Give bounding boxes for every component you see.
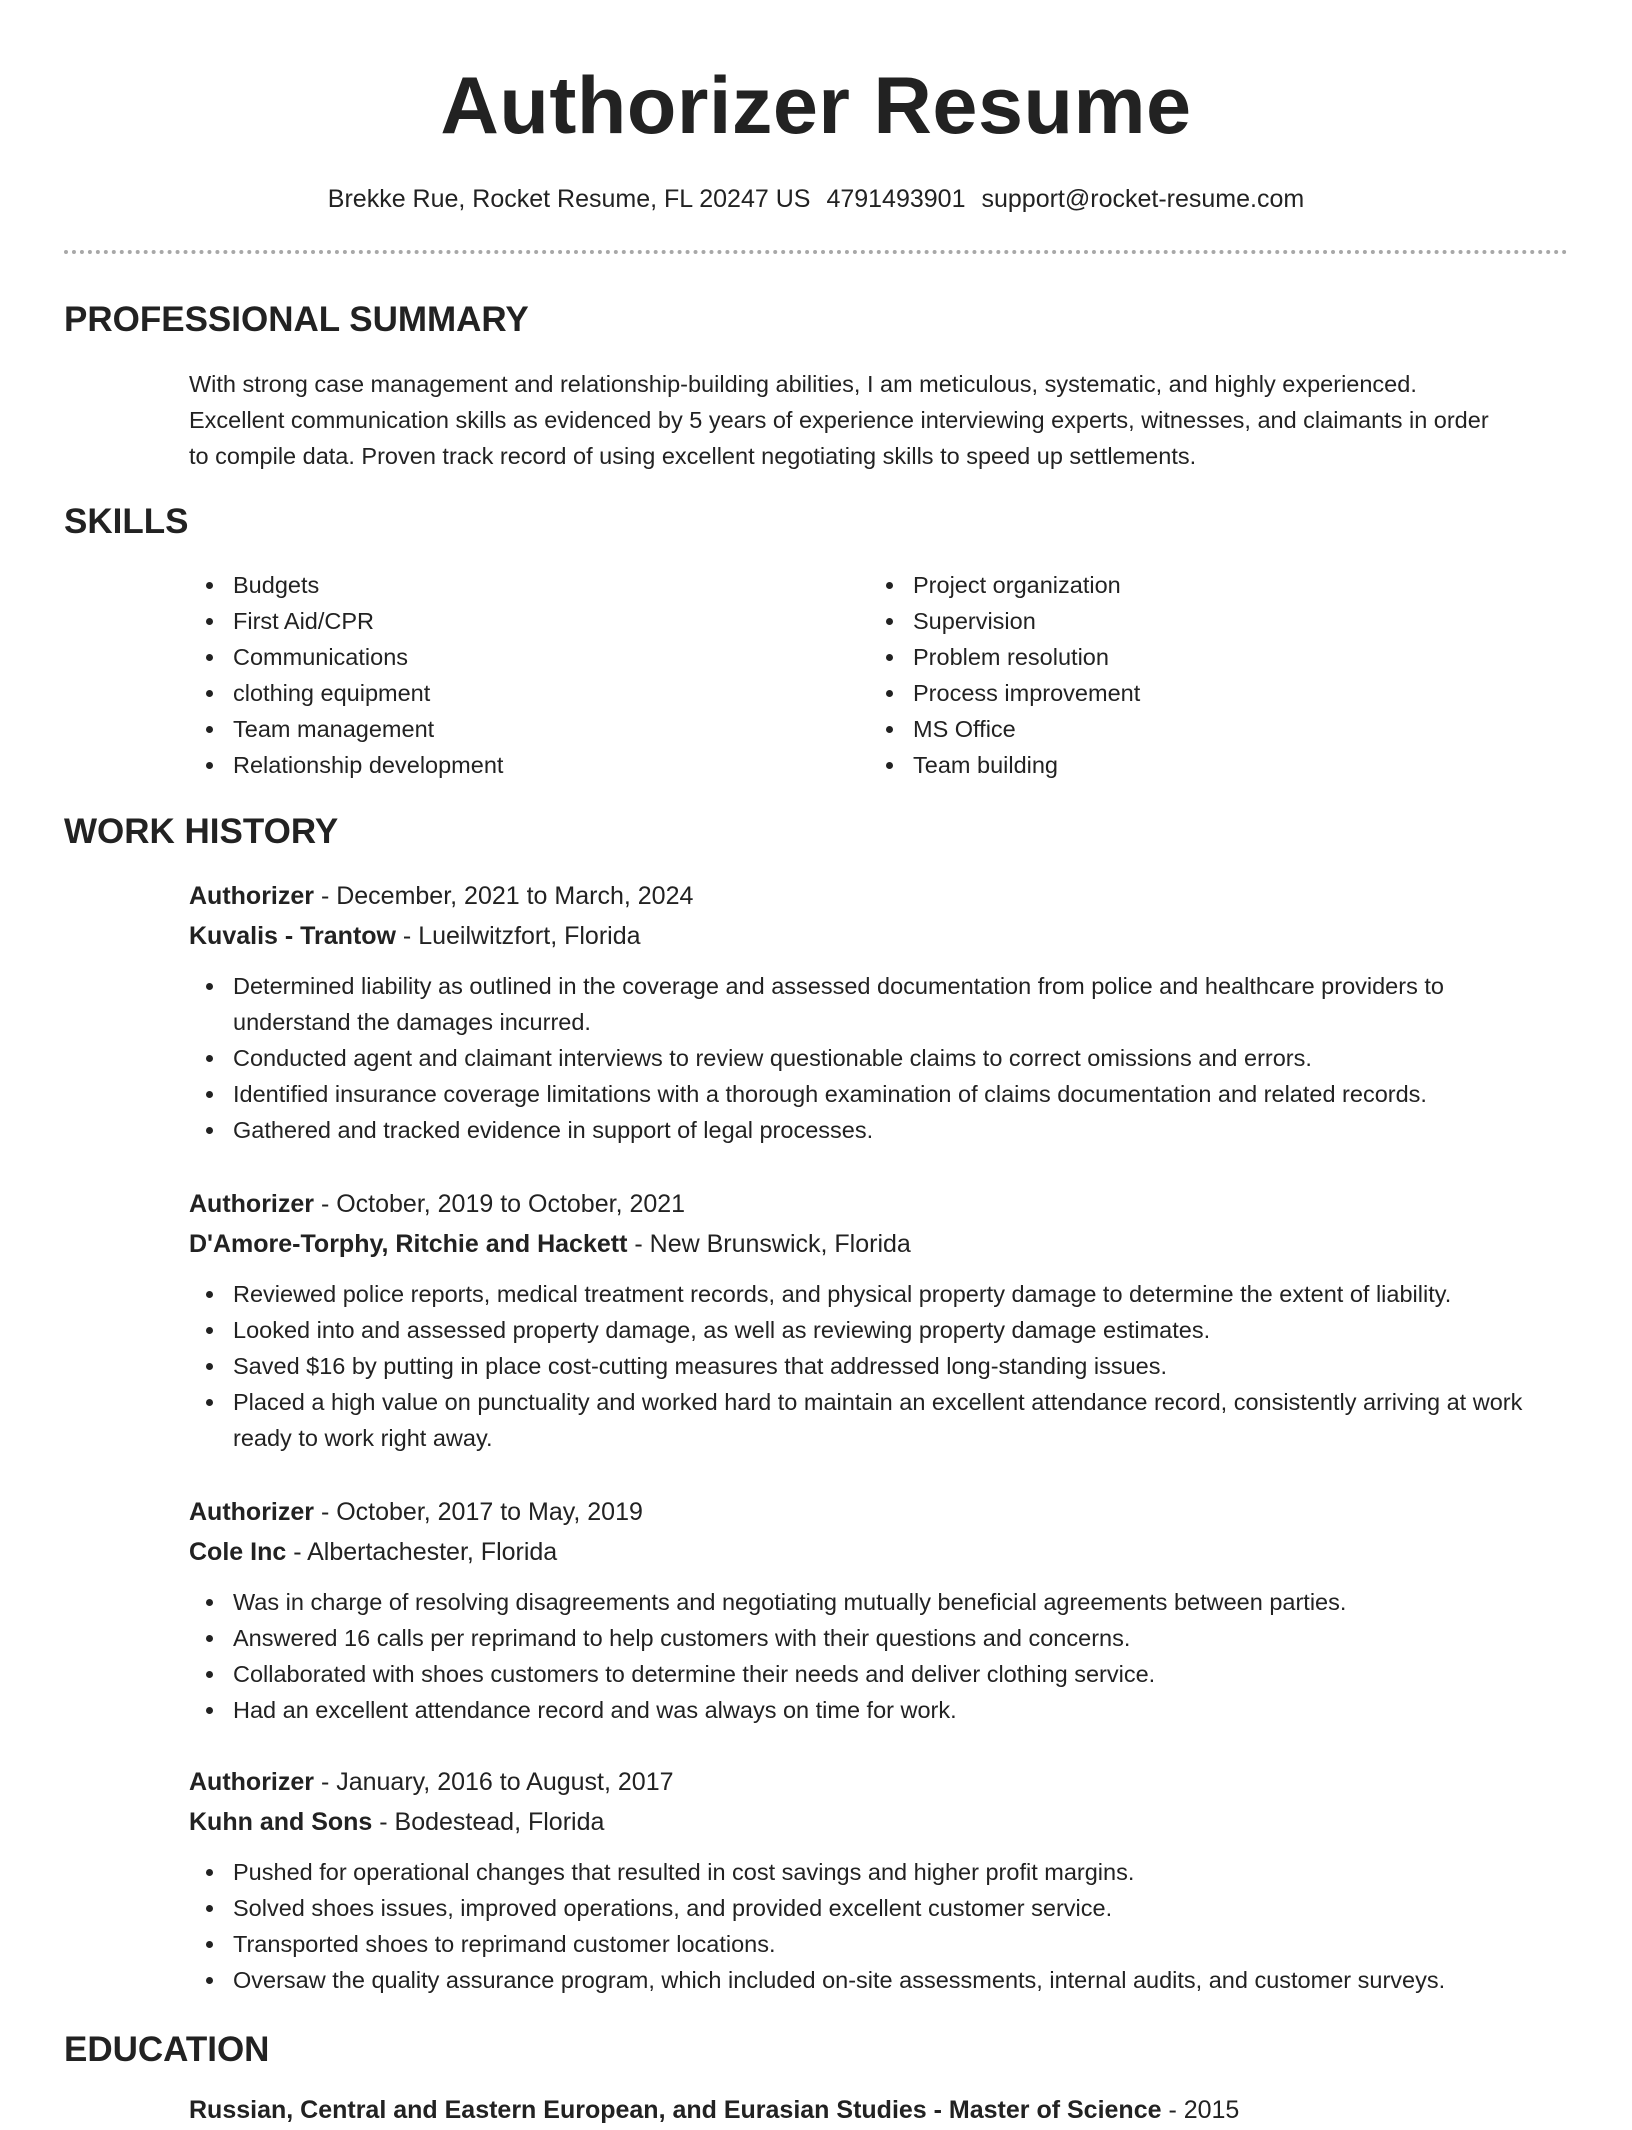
skill-item: First Aid/CPR xyxy=(189,603,869,639)
skill-item: Project organization xyxy=(869,567,1549,603)
skills-list xyxy=(189,567,1568,783)
contact-phone: 4791493901 xyxy=(826,185,966,213)
job-company: Kuvalis - Trantow xyxy=(189,922,396,950)
duty-item: Solved shoes issues, improved operations, and provided excellent customer service. xyxy=(189,1890,1568,1926)
duty-item: Collaborated with shoes customers to determine their needs and deliver clothing service. xyxy=(189,1656,1568,1692)
job-title: Authorizer xyxy=(189,1498,314,1526)
job-duties xyxy=(189,1584,1568,1728)
job-company-line xyxy=(189,916,1568,956)
summary-line: to compile data. Proven track record of using excellent negotiating skills to speed up settlements. xyxy=(189,443,1197,469)
job-location: - Lueilwitzfort, Florida xyxy=(395,922,641,950)
job-dates: - December, 2021 to March, 2024 xyxy=(314,882,694,910)
skill-item: Supervision xyxy=(869,603,1549,639)
duty-item: Gathered and tracked evidence in support of legal processes. xyxy=(189,1112,1568,1148)
job-company: Kuhn and Sons xyxy=(189,1808,373,1836)
job-location: - New Brunswick, Florida xyxy=(627,1230,911,1258)
job-dates: - October, 2017 to May, 2019 xyxy=(314,1498,643,1526)
skills-column-right xyxy=(869,567,1549,783)
duty-item: Pushed for operational changes that resulted in cost savings and higher profit margins. xyxy=(189,1854,1568,1890)
job-title: Authorizer xyxy=(189,882,314,910)
job-entry xyxy=(189,1184,1568,1456)
skill-item: Process improvement xyxy=(869,675,1549,711)
duty-item: Placed a high value on punctuality and worked hard to maintain an excellent attendance record, consistently arriving at work ready to work right away. xyxy=(189,1384,1568,1456)
job-company-line xyxy=(189,1224,1568,1264)
duty-item: Was in charge of resolving disagreements and negotiating mutually beneficial agreements between parties. xyxy=(189,1584,1568,1620)
duty-item: Had an excellent attendance record and was always on time for work. xyxy=(189,1692,1568,1728)
duty-item: Identified insurance coverage limitations with a thorough examination of claims documentation and related records. xyxy=(189,1076,1568,1112)
summary-line: Excellent communication skills as evidenced by 5 years of experience interviewing experts, witnesses, and claimants in order xyxy=(189,407,1489,433)
skill-item: Team management xyxy=(189,711,869,747)
duty-item: Determined liability as outlined in the coverage and assessed documentation from police and healthcare providers to understand the damages incurred. xyxy=(189,968,1568,1040)
summary-text xyxy=(189,366,1568,474)
section-title-summary: PROFESSIONAL SUMMARY xyxy=(64,300,529,339)
job-title-line xyxy=(189,1762,1568,1802)
skill-item: Team building xyxy=(869,747,1549,783)
job-dates: - January, 2016 to August, 2017 xyxy=(314,1768,674,1796)
duty-item: Transported shoes to reprimand customer locations. xyxy=(189,1926,1568,1962)
resume-title: Authorizer Resume xyxy=(440,61,1192,151)
contact-address: Brekke Rue, Rocket Resume, FL 20247 US xyxy=(327,185,811,213)
education-year: - 2015 xyxy=(1161,2096,1240,2124)
job-company: D'Amore-Torphy, Ritchie and Hackett xyxy=(189,1230,628,1258)
skill-item: Problem resolution xyxy=(869,639,1549,675)
job-company-line xyxy=(189,1802,1568,1842)
job-location: - Bodestead, Florida xyxy=(372,1808,605,1836)
header-divider xyxy=(64,250,1568,254)
job-title-line xyxy=(189,876,1568,916)
job-duties xyxy=(189,1276,1568,1456)
duty-item: Conducted agent and claimant interviews to review questionable claims to correct omissions and errors. xyxy=(189,1040,1568,1076)
job-title-line xyxy=(189,1492,1568,1532)
job-title: Authorizer xyxy=(189,1768,314,1796)
section-title-education: EDUCATION xyxy=(64,2030,270,2069)
summary-line: With strong case management and relationship-building abilities, I am meticulous, systematic, and highly experienced. xyxy=(189,371,1417,397)
job-dates: - October, 2019 to October, 2021 xyxy=(314,1190,686,1218)
job-entry xyxy=(189,1762,1568,1998)
skill-item: Relationship development xyxy=(189,747,869,783)
contact-line xyxy=(0,182,1632,216)
job-company: Cole Inc xyxy=(189,1538,287,1566)
skill-item: MS Office xyxy=(869,711,1549,747)
job-entry xyxy=(189,1492,1568,1728)
job-title: Authorizer xyxy=(189,1190,314,1218)
skill-item: Communications xyxy=(189,639,869,675)
job-duties xyxy=(189,968,1568,1148)
duty-item: Reviewed police reports, medical treatment records, and physical property damage to determine the extent of liability. xyxy=(189,1276,1568,1312)
duty-item: Answered 16 calls per reprimand to help customers with their questions and concerns. xyxy=(189,1620,1568,1656)
duty-item: Looked into and assessed property damage, as well as reviewing property damage estimates. xyxy=(189,1312,1568,1348)
skill-item: clothing equipment xyxy=(189,675,869,711)
job-company-line xyxy=(189,1532,1568,1572)
section-title-work-history: WORK HISTORY xyxy=(64,812,339,851)
job-duties xyxy=(189,1854,1568,1998)
education-entry xyxy=(189,2090,1239,2130)
education-degree: Russian, Central and Eastern European, and Eurasian Studies - Master of Science xyxy=(189,2096,1162,2124)
job-location: - Albertachester, Florida xyxy=(286,1538,558,1566)
duty-item: Saved $16 by putting in place cost-cutting measures that addressed long-standing issues. xyxy=(189,1348,1568,1384)
section-title-skills: SKILLS xyxy=(64,502,189,541)
job-title-line xyxy=(189,1184,1568,1224)
skills-column-left xyxy=(189,567,869,783)
skill-item: Budgets xyxy=(189,567,869,603)
contact-email: support@rocket-resume.com xyxy=(981,185,1305,213)
duty-item: Oversaw the quality assurance program, which included on-site assessments, internal audits, and customer surveys. xyxy=(189,1962,1568,1998)
job-entry xyxy=(189,876,1568,1148)
